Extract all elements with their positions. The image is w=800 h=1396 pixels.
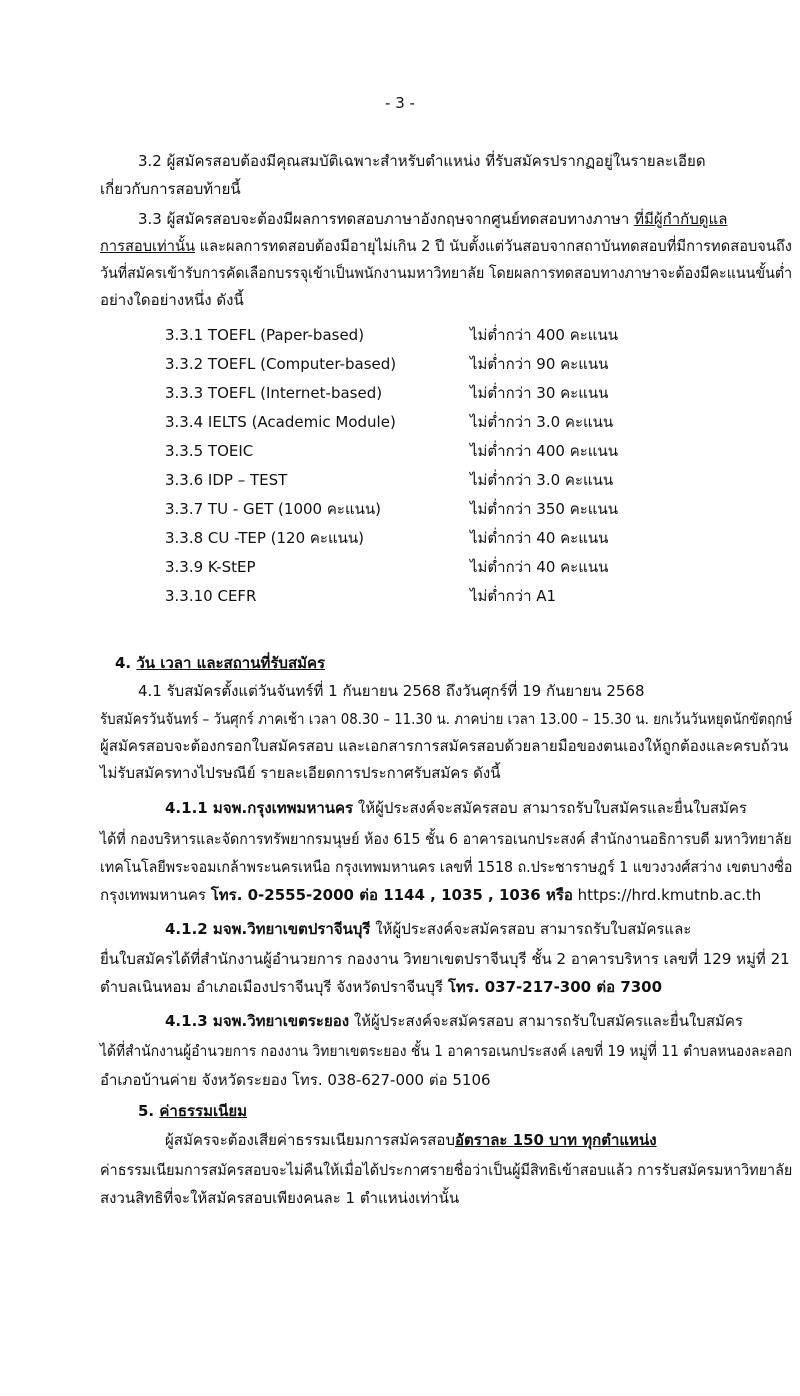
section-4-1-2-address: ตำบลเนินหอม อำเภอเมืองปราจีนบุรี จังหวัดปราจีนบุรี (100, 978, 448, 996)
section-4-heading (115, 652, 325, 675)
section-4-1-line-2: รับสมัครวันจันทร์ – วันศุกร์ ภาคเช้า เวลา 08.30 – 11.30 น. ภาคบ่าย เวลา 13.00 – 15.30 น. ยกเว้นวันหยุดนักขัตฤกษ์ (100, 710, 793, 728)
section-4-1-line-1: 4.1 รับสมัครตั้งแต่วันจันทร์ที่ 1 กันยายน 2568 ถึงวันศุกร์ที่ 19 กันยายน 2568 (138, 682, 645, 700)
section-5-heading-text: ค่าธรรมเนียม (159, 1102, 248, 1120)
section-4-1-1-city: กรุงเทพมหานคร (100, 886, 211, 904)
score-name: 3.3.9 K-StEP (165, 558, 256, 576)
section-4-1-1-line-1 (165, 797, 747, 820)
section-5-heading-number: 5. (138, 1102, 160, 1120)
section-4-1-2-line-3 (100, 976, 662, 999)
section-4-1-2-line-2: ยื่นใบสมัครได้ที่สำนักงานผู้อำนวยการ กองงาน วิทยาเขตปราจีนบุรี ชั้น 2 อาคารบริหาร เลขที่ 129 หมู่ที่ 21 (100, 950, 790, 968)
score-value: ไม่ต่ำกว่า 40 คะแนน (470, 558, 609, 576)
section-4-1-3-line-2: ได้ที่สำนักงานผู้อำนวยการ กองงาน วิทยาเขตระยอง ชั้น 1 อาคารอเนกประสงค์ เลขที่ 19 หมู่ที่ 11 ตำบลหนองละลอก (100, 1042, 793, 1060)
section-5-fee-rate: อัตราละ 150 บาท ทุกตำแหน่ง (454, 1131, 657, 1149)
section-4-heading-number: 4. (115, 654, 137, 672)
score-name: 3.3.3 TOEFL (Internet-based) (165, 384, 383, 402)
score-value: ไม่ต่ำกว่า 400 คะแนน (470, 442, 618, 460)
score-value: ไม่ต่ำกว่า A1 (470, 587, 557, 605)
section-4-1-3-line-1 (165, 1010, 743, 1033)
section-4-1-3-line-3: อำเภอบ้านค่าย จังหวัดระยอง โทร. 038-627-000 ต่อ 5106 (100, 1071, 491, 1089)
section-3-3-line-2 (100, 235, 792, 258)
score-value: ไม่ต่ำกว่า 30 คะแนน (470, 384, 609, 402)
score-name: 3.3.10 CEFR (165, 587, 257, 605)
section-4-heading-text: วัน เวลา และสถานที่รับสมัคร (136, 654, 326, 672)
score-value: ไม่ต่ำกว่า 400 คะแนน (470, 326, 618, 344)
score-value: ไม่ต่ำกว่า 40 คะแนน (470, 529, 609, 547)
section-3-2-line-2: เกี่ยวกับการสอบท้ายนี้ (100, 180, 241, 198)
score-name: 3.3.2 TOEFL (Computer-based) (165, 355, 397, 373)
section-3-3-underlined-1: ที่มีผู้กำกับดูแล (634, 210, 728, 228)
score-name: 3.3.4 IELTS (Academic Module) (165, 413, 396, 431)
section-4-1-1-text: ให้ผู้ประสงค์จะสมัครสอบ สามารถรับใบสมัครและยื่นใบสมัคร (353, 799, 747, 817)
section-4-1-2-text: ให้ผู้ประสงค์จะสมัครสอบ สามารถรับใบสมัครและ (370, 920, 692, 938)
section-4-1-2-line-1 (165, 918, 691, 941)
section-4-1-3-text: ให้ผู้ประสงค์จะสมัครสอบ สามารถรับใบสมัครและยื่นใบสมัคร (349, 1012, 743, 1030)
section-3-2-line-1: 3.2 ผู้สมัครสอบต้องมีคุณสมบัติเฉพาะสำหรับตำแหน่ง ที่รับสมัครปรากฏอยู่ในรายละเอียด (138, 152, 706, 170)
section-4-1-1-line-2: ได้ที่ กองบริหารและจัดการทรัพยากรมนุษย์ ห้อง 615 ชั้น 6 อาคารอเนกประสงค์ สำนักงานอธิการบดี มหาวิทยาลัย (100, 830, 792, 848)
page-number: - 3 - (385, 94, 415, 112)
score-name: 3.3.8 CU -TEP (120 คะแนน) (165, 529, 365, 547)
score-name: 3.3.6 IDP – TEST (165, 471, 288, 489)
section-5-line-1 (165, 1129, 657, 1152)
section-3-3-line-4: อย่างใดอย่างหนึ่ง ดังนี้ (100, 291, 244, 309)
section-4-1-2-phone: โทร. 037-217-300 ต่อ 7300 (447, 978, 663, 996)
section-5-line-2: ค่าธรรมเนียมการสมัครสอบจะไม่คืนให้เมื่อได้ประกาศรายชื่อว่าเป็นผู้มีสิทธิเข้าสอบแล้ว การรับสมัครมหาวิทยาลัย (100, 1161, 793, 1179)
section-4-1-1-url: https://hrd.kmutnb.ac.th (572, 886, 762, 904)
section-4-1-3-campus: 4.1.3 มจพ.วิทยาเขตระยอง (165, 1012, 350, 1030)
section-4-1-line-3: ผู้สมัครสอบจะต้องกรอกใบสมัครสอบ และเอกสารการสมัครสอบด้วยลายมือของตนเองให้ถูกต้องและครบถ้วน (100, 737, 789, 755)
score-value: ไม่ต่ำกว่า 90 คะแนน (470, 355, 609, 373)
section-5-fee-text: ผู้สมัครจะต้องเสียค่าธรรมเนียมการสมัครสอบ (165, 1131, 455, 1149)
section-5-line-3: สงวนสิทธิที่จะให้สมัครสอบเพียงคนละ 1 ตำแหน่งเท่านั้น (100, 1189, 460, 1207)
section-3-3-line-3: วันที่สมัครเข้ารับการคัดเลือกบรรจุเข้าเป็นพนักงานมหาวิทยาลัย โดยผลการทดสอบทางภาษาจะต้องมีคะแนนขั้นต่ำ (100, 264, 793, 282)
section-4-1-2-campus: 4.1.2 มจพ.วิทยาเขตปราจีนบุรี (165, 920, 371, 938)
section-4-1-1-line-3: เทคโนโลยีพระจอมเกล้าพระนครเหนือ กรุงเทพมหานคร เลขที่ 1518 ถ.ประชาราษฎร์ 1 แขวงวงศ์สว่าง เขตบางซื่อ (100, 858, 793, 876)
section-4-1-line-4: ไม่รับสมัครทางไปรษณีย์ รายละเอียดการประกาศรับสมัคร ดังนี้ (100, 764, 501, 782)
score-name: 3.3.5 TOEIC (165, 442, 254, 460)
section-4-1-1-line-4 (100, 884, 761, 907)
score-name: 3.3.7 TU - GET (1000 คะแนน) (165, 500, 381, 518)
score-value: ไม่ต่ำกว่า 3.0 คะแนน (470, 413, 614, 431)
section-3-3-underlined-2: การสอบเท่านั้น (100, 237, 196, 255)
section-5-heading (138, 1100, 247, 1123)
section-4-1-1-campus: 4.1.1 มจพ.กรุงเทพมหานคร (165, 799, 354, 817)
section-3-3-text: 3.3 ผู้สมัครสอบจะต้องมีผลการทดสอบภาษาอังกฤษจากศูนย์ทดสอบทางภาษา (138, 210, 635, 228)
score-value: ไม่ต่ำกว่า 3.0 คะแนน (470, 471, 614, 489)
score-name: 3.3.1 TOEFL (Paper-based) (165, 326, 365, 344)
section-3-3-line-1 (138, 208, 727, 231)
section-4-1-1-phone: โทร. 0-2555-2000 ต่อ 1144 , 1035 , 1036 หรือ (210, 886, 573, 904)
section-3-3-text-2: และผลการทดสอบต้องมีอายุไม่เกิน 2 ปี นับตั้งแต่วันสอบจากสถาบันทดสอบที่มีการทดสอบจนถึง (195, 237, 792, 255)
score-value: ไม่ต่ำกว่า 350 คะแนน (470, 500, 618, 518)
